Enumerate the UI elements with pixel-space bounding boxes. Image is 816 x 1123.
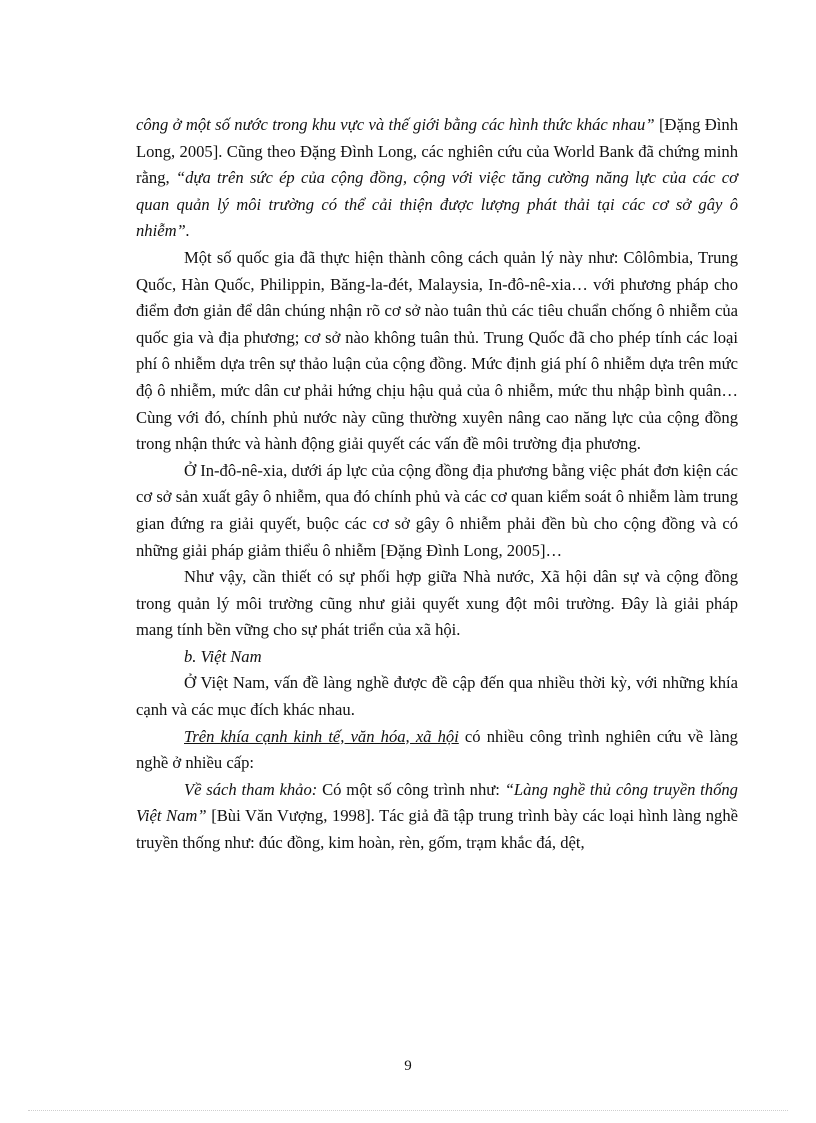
world-bank-quote: “dựa trên sức ép của cộng đồng, cộng với việc tăng cường năng lực của các cơ quan quản lý môi trường có thể cải thiện được lượng phát thải tại các cơ sở gây ô nhiễm”. <box>136 168 738 241</box>
section-heading-vietnam: b. Việt Nam <box>184 646 262 666</box>
reference-books-text: Có một số công trình như: <box>317 779 505 799</box>
paragraph-2: Một số quốc gia đã thực hiện thành công cách quản lý này như: Côlômbia, Trung Quốc, Hàn Quốc, Philippin, Băng-la-đét, Malaysia, In-đô-nê-xia… với phương pháp cho điểm đơn giản để dân chúng nhận rõ cơ sở nào tuân thủ các tiêu chuẩn chống ô nhiễm của quốc gia và địa phương; cơ sở nào không tuân thủ. Trung Quốc đã cho phép tính các loại phí ô nhiễm dựa trên sự thảo luận của cộng đồng. Mức định giá phí ô nhiễm dựa trên mức độ ô nhiễm, mức dân cư phải hứng chịu hậu quả của ô nhiễm, mức thu nhập bình quân… Cùng với đó, chính phủ nước này cũng thường xuyên nâng cao năng lực của cộng đồng trong nhận thức và hành động giải quyết các vấn đề môi trường địa phương. <box>136 247 738 454</box>
book-title: “Làng nghề thủ công truyền thống Việt Nam” <box>136 779 738 826</box>
paragraph-6 <box>136 724 738 777</box>
page-number: 9 <box>404 1058 412 1074</box>
paragraph-5: Ở Việt Nam, vấn đề làng nghề được đề cập đến qua nhiều thời kỳ, với những khía cạnh và các mục đích khác nhau. <box>136 673 738 720</box>
citation-text: [Đặng Đình Long, 2005]. Cũng theo Đặng Đình Long, các nghiên cứu của World Bank đã chứng minh rằng, <box>136 115 738 188</box>
document-body <box>136 112 738 857</box>
aspect-text: có nhiều công trình nghiên cứu về làng nghề ở nhiều cấp: <box>136 726 738 773</box>
reference-books-label: Về sách tham khảo: <box>184 779 318 799</box>
book-description: [Bùi Văn Vượng, 1998]. Tác giả đã tập trung trình bày các loại hình làng nghề truyền thống như: đúc đồng, kim hoàn, rèn, gốm, trạm khắc đá, dệt, <box>136 806 738 853</box>
paragraph-1 <box>136 112 738 245</box>
page-bottom-border <box>28 1110 788 1111</box>
quote-end: công ở một số nước trong khu vực và thế giới bằng các hình thức khác nhau” <box>136 115 655 134</box>
paragraph-4: Như vậy, cần thiết có sự phối hợp giữa Nhà nước, Xã hội dân sự và cộng đồng trong quản lý môi trường cũng như giải quyết xung đột môi trường. Đây là giải pháp mang tính bền vững cho sự phát triển của xã hội. <box>136 567 738 640</box>
paragraph-7 <box>136 777 738 857</box>
paragraph-3: Ở In-đô-nê-xia, dưới áp lực của cộng đồng địa phương bằng việc phát đơn kiện các cơ sở sản xuất gây ô nhiễm, qua đó chính phủ và các cơ quan kiểm soát ô nhiễm làm trung gian đứng ra giải quyết, buộc các cơ sở gây ô nhiễm phải đền bù cho cộng đồng và có những giải pháp giảm thiểu ô nhiễm [Đặng Đình Long, 2005]… <box>136 460 738 560</box>
aspect-heading: Trên khía cạnh kinh tế, văn hóa, xã hội <box>184 726 459 746</box>
